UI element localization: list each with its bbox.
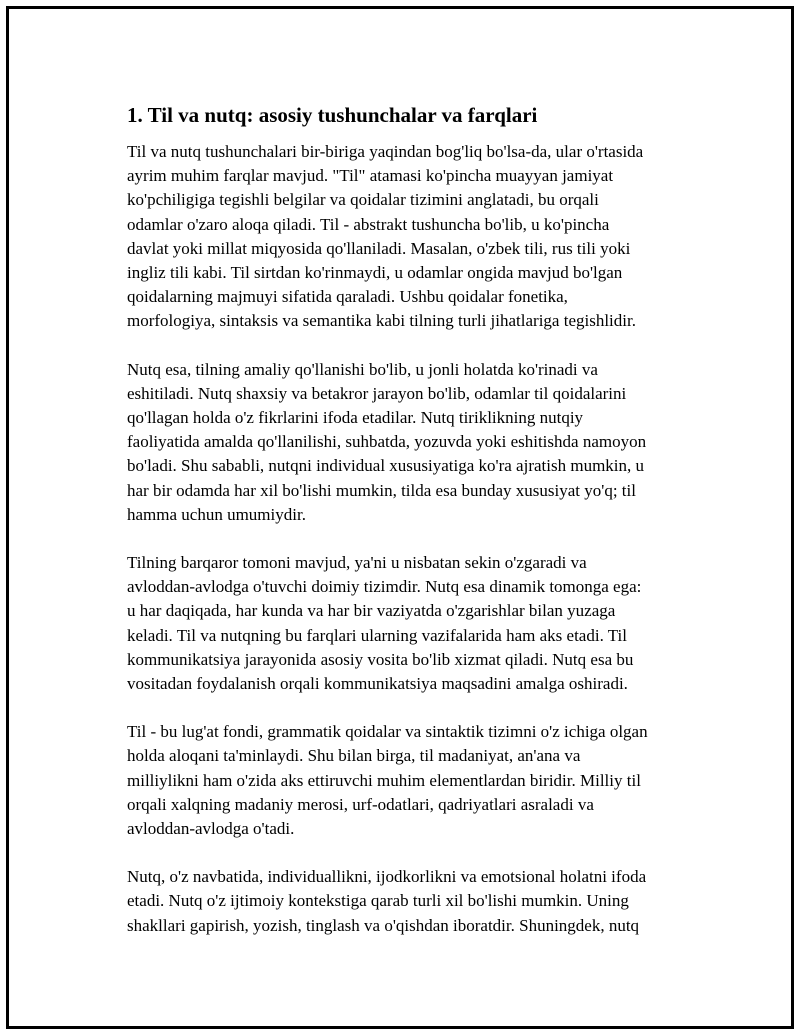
text-line: milliylikni ham o'zida aks ettiruvchi muhim elementlardan biridir. Milliy til	[127, 770, 641, 790]
text-line: Til va nutq tushunchalari bir-biriga yaqindan bog'liq bo'lsa-da, ular o'rtasida	[127, 142, 644, 161]
text-line: ayrim muhim farqlar mavjud. "Til" atamasi ko'pincha muayyan jamiyat	[127, 166, 614, 186]
text-line: davlat yoki millat miqyosida qo'llaniladi. Masalan, o'zbek tili, rus tili yoki	[127, 238, 631, 258]
text-line: holda aloqani ta'minlaydi. Shu bilan birga, til madaniyat, an'ana va	[127, 746, 581, 766]
text-line: Tilning barqaror tomoni mavjud, ya'ni u nisbatan sekin o'zgaradi va	[127, 553, 587, 573]
text-line: u har daqiqada, har kunda va har bir vaziyatda o'zgarishlar bilan yuzaga	[127, 601, 616, 621]
paragraph	[127, 720, 693, 841]
text-line: shakllari gapirish, yozish, tinglash va o'qishdan iboratdir. Shuningdek, nutq	[127, 915, 640, 935]
text-line: avloddan-avlodga o'tuvchi doimiy tizimdir. Nutq esa dinamik tomonga ega:	[127, 577, 642, 597]
document-body	[127, 101, 693, 962]
text-line: har bir odamda har xil bo'lishi mumkin, tilda esa bunday xususiyat yo'q; til	[127, 480, 636, 500]
text-line: morfologiya, sintaksis va semantika kabi tilning turli jihatlariga tegishlidir.	[127, 311, 636, 331]
text-line: qoidalarning majmuyi sifatida qaraladi. Ushbu qoidalar fonetika,	[127, 287, 568, 307]
paragraph-list	[127, 140, 693, 938]
text-line: bo'ladi. Shu sababli, nutqni individual xususiyatiga ko'ra ajratish mumkin, u	[127, 456, 645, 476]
page-frame	[6, 6, 794, 1029]
text-line: faoliyatida amalda qo'llanilishi, suhbatda, yozuvda yoki eshitishda namoyon	[127, 432, 647, 452]
paragraph	[127, 358, 693, 527]
text-line: avloddan-avlodga o'tadi.	[127, 819, 295, 839]
section-heading: 1. Til va nutq: asosiy tushunchalar va farqlari	[127, 103, 538, 127]
paragraph	[127, 865, 693, 938]
text-line: odamlar o'zaro aloqa qiladi. Til - abstrakt tushuncha bo'lib, u ko'pincha	[127, 214, 610, 234]
text-line: Til - bu lug'at fondi, grammatik qoidalar va sintaktik tizimni o'z ichiga olgan	[127, 722, 648, 742]
text-line: Nutq esa, tilning amaliy qo'llanishi bo'lib, u jonli holatda ko'rinadi va	[127, 359, 598, 379]
text-line: Nutq, o'z navbatida, individuallikni, ijodkorlikni va emotsional holatni ifoda	[127, 867, 647, 887]
paragraph	[127, 140, 693, 334]
text-line: etadi. Nutq o'z ijtimoiy kontekstiga qarab turli xil bo'lishi mumkin. Uning	[127, 891, 629, 911]
text-line: kommunikatsiya jarayonida asosiy vosita bo'lib xizmat qiladi. Nutq esa bu	[127, 649, 634, 669]
paragraph	[127, 551, 693, 696]
text-line: keladi. Til va nutqning bu farqlari ularning vazifalarida ham aks etadi. Til	[127, 625, 627, 645]
text-line: qo'llagan holda o'z fikrlarini ifoda etadilar. Nutq tiriklikning nutqiy	[127, 408, 584, 428]
text-line: vositadan foydalanish orqali kommunikatsiya maqsadini amalga oshiradi.	[127, 674, 628, 694]
text-line: orqali xalqning madaniy merosi, urf-odatlari, qadriyatlari asraladi va	[127, 794, 594, 814]
text-line: ko'pchiligiga tegishli belgilar va qoidalar tizimini anglatadi, bu orqali	[127, 190, 599, 210]
text-line: ingliz tili kabi. Til sirtdan ko'rinmaydi, u odamlar ongida mavjud bo'lgan	[127, 263, 623, 283]
text-line: hamma uchun umumiydir.	[127, 504, 306, 524]
text-line: eshitiladi. Nutq shaxsiy va betakror jarayon bo'lib, odamlar til qoidalarini	[127, 383, 627, 403]
